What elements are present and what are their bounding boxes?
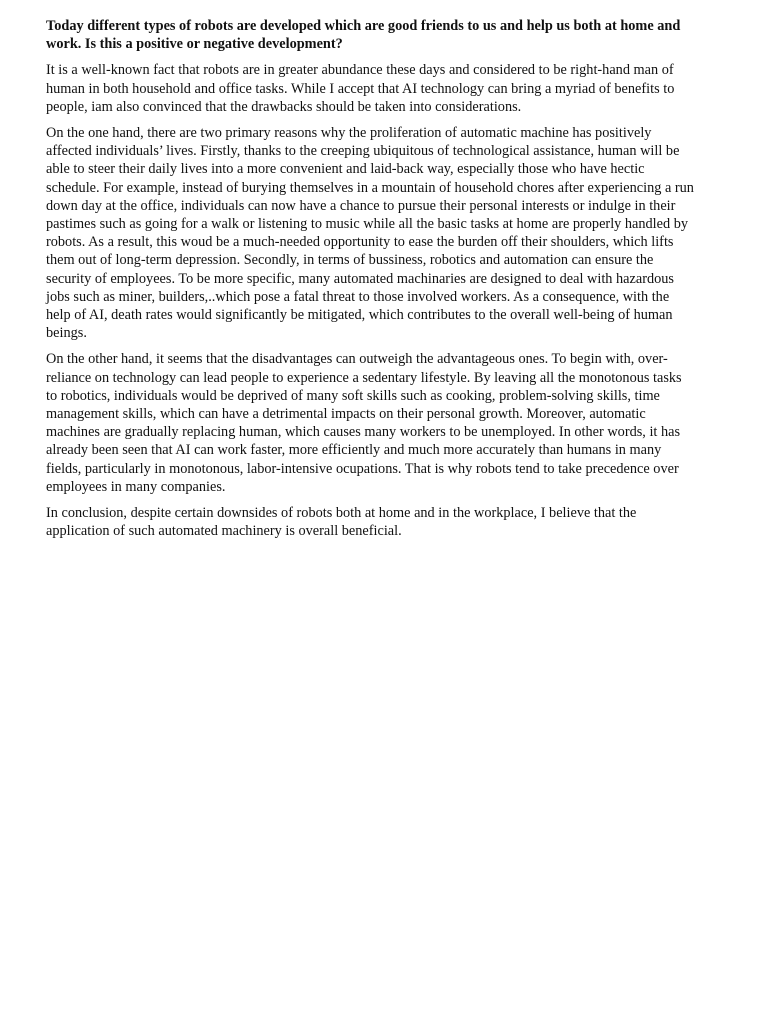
introduction-paragraph: It is a well-known fact that robots are in greater abundance these days and considered to be right-hand man of human in both household and office tasks. While I accept that AI technology can bring a myriad of benefits to people, iam also convinced that the drawbacks should be taken into considerations. xyxy=(46,62,675,115)
conclusion-paragraph: In conclusion, despite certain downsides of robots both at home and in the workplace, I believe that the application of such automated machinery is overall beneficial. xyxy=(46,505,637,540)
essay-question: Today different types of robots are developed which are good friends to us and help us both at home and work. Is this a positive or negative development? xyxy=(46,18,681,53)
essay-document xyxy=(46,17,694,548)
body-paragraph-disadvantages: On the other hand, it seems that the disadvantages can outweigh the advantageous ones. To begin with, over-reliance on technology can lead people to experience a sedentary lifestyle. By leaving all the monotonous tasks to robotics, individuals would be deprived of many soft skills such as cooking, problem-solving skills, time management skills, which can have a detrimental impacts on their personal growth. Moreover, automatic machines are gradually replacing human, which causes many workers to be unemployed. In other words, it has already been seen that AI can work faster, more efficiently and much more accurately than humans in many fields, particularly in monotonous, labor-intensive ocupations. That is why robots tend to take precedence over employees in many companies. xyxy=(46,351,682,495)
body-paragraph-advantages: On the one hand, there are two primary reasons why the proliferation of automatic machine has positively affected individuals’ lives. Firstly, thanks to the creeping ubiquitous of technological assistance, human will be able to steer their daily lives into a more convenient and laid-back way, especially those who have hectic schedule. For example, instead of burying themselves in a mountain of household chores after experiencing a run down day at the office, individuals can now have a chance to pursue their personal interests or indulge in their pastimes such as going for a walk or listening to music while all the basic tasks at home are properly handled by robots. As a result, this woud be a much-needed opportunity to ease the burden off their shoulders, which lifts them out of long-term depression. Secondly, in terms of bussiness, robotics and automation can ensure the security of employees. To be more specific, many automated machinaries are designed to deal with hazardous jobs such as miner, builders,..which pose a fatal threat to those involved workers. As a consequence, with the help of AI, death rates would significantly be mitigated, which contributes to the overall well-being of human beings. xyxy=(46,125,694,342)
